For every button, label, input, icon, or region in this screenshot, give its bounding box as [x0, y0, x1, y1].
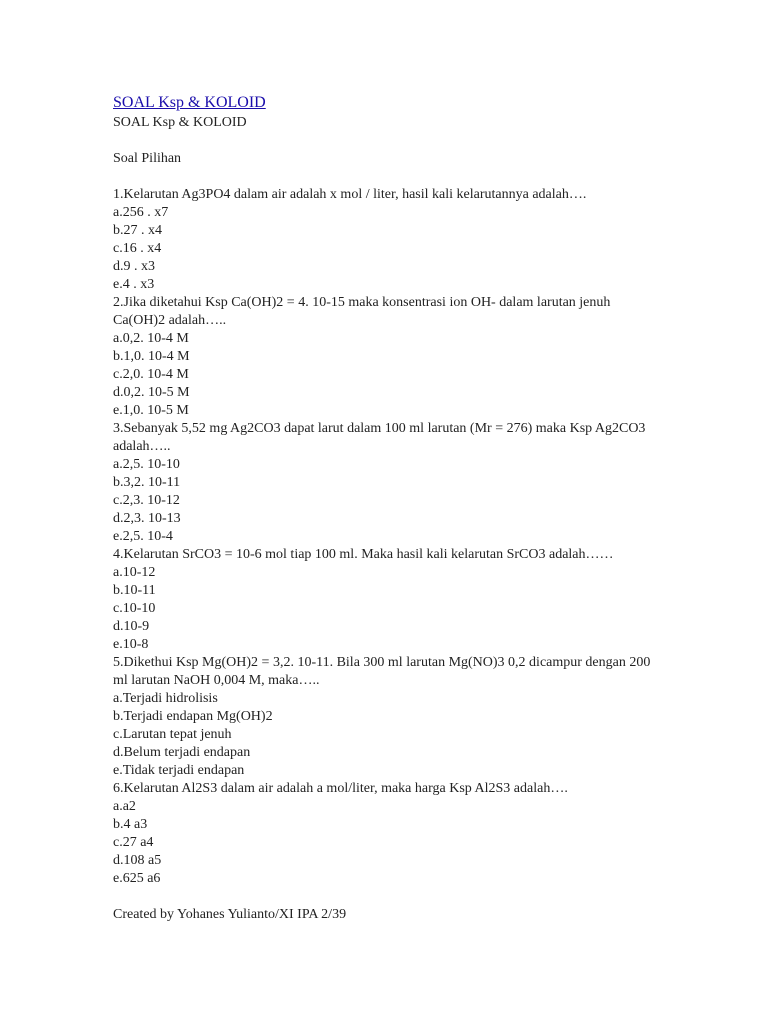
answer-option: e.4 . x3	[113, 277, 155, 292]
footer-credit: Created by Yohanes Yulianto/XI IPA 2/39	[113, 907, 347, 922]
question-text: 3.Sebanyak 5,52 mg Ag2CO3 dapat larut dalam 100 ml larutan (Mr = 276) maka Ksp Ag2CO3 adalah…..	[113, 421, 646, 454]
answer-option: d.10-9	[113, 619, 150, 634]
question-3	[113, 420, 743, 546]
answer-option: c.2,3. 10-12	[113, 493, 180, 508]
answer-option: a.a2	[113, 799, 136, 814]
spacer	[113, 132, 743, 150]
question-text: 4.Kelarutan SrCO3 = 10-6 mol tiap 100 ml. Maka hasil kali kelarutan SrCO3 adalah……	[113, 547, 614, 562]
answer-option: b.Terjadi endapan Mg(OH)2	[113, 709, 273, 724]
answer-option: d.Belum terjadi endapan	[113, 745, 251, 760]
question-6	[113, 780, 743, 888]
answer-option: b.10-11	[113, 583, 156, 598]
answer-option: e.10-8	[113, 637, 149, 652]
question-text: 6.Kelarutan Al2S3 dalam air adalah a mol/liter, maka harga Ksp Al2S3 adalah….	[113, 781, 568, 796]
answer-option: a.Terjadi hidrolisis	[113, 691, 218, 706]
answer-option: c.2,0. 10-4 M	[113, 367, 189, 382]
answer-option: b.27 . x4	[113, 223, 162, 238]
answer-option: e.2,5. 10-4	[113, 529, 173, 544]
answer-option: b.3,2. 10-11	[113, 475, 181, 490]
answer-option: c.10-10	[113, 601, 156, 616]
answer-option: c.27 a4	[113, 835, 154, 850]
question-4	[113, 546, 743, 654]
answer-option: c.16 . x4	[113, 241, 162, 256]
document-page	[113, 92, 743, 924]
question-text: 5.Dikethui Ksp Mg(OH)2 = 3,2. 10-11. Bila 300 ml larutan Mg(NO)3 0,2 dicampur dengan 200 ml larutan NaOH 0,004 M, maka…..	[113, 655, 651, 688]
document-subtitle: SOAL Ksp & KOLOID	[113, 115, 247, 130]
answer-option: e.1,0. 10-5 M	[113, 403, 189, 418]
answer-option: b.1,0. 10-4 M	[113, 349, 190, 364]
answer-option: a.10-12	[113, 565, 156, 580]
answer-option: a.2,5. 10-10	[113, 457, 180, 472]
answer-option: b.4 a3	[113, 817, 148, 832]
answer-option: d.9 . x3	[113, 259, 155, 274]
section-heading: Soal Pilihan	[113, 151, 182, 166]
question-1	[113, 186, 743, 294]
answer-option: c.Larutan tepat jenuh	[113, 727, 232, 742]
question-2	[113, 294, 743, 420]
question-text: 2.Jika diketahui Ksp Ca(OH)2 = 4. 10-15 maka konsentrasi ion OH- dalam larutan jenuh Ca(OH)2 adalah…..	[113, 295, 611, 328]
question-5	[113, 654, 743, 780]
spacer	[113, 168, 743, 186]
answer-option: a.256 . x7	[113, 205, 169, 220]
answer-option: a.0,2. 10-4 M	[113, 331, 189, 346]
answer-option: d.108 a5	[113, 853, 162, 868]
document-title-link[interactable]: SOAL Ksp & KOLOID	[113, 94, 266, 111]
answer-option: e.Tidak terjadi endapan	[113, 763, 245, 778]
answer-option: d.2,3. 10-13	[113, 511, 181, 526]
question-text: 1.Kelarutan Ag3PO4 dalam air adalah x mol / liter, hasil kali kelarutannya adalah….	[113, 187, 587, 202]
spacer	[113, 888, 743, 906]
answer-option: e.625 a6	[113, 871, 161, 886]
answer-option: d.0,2. 10-5 M	[113, 385, 190, 400]
